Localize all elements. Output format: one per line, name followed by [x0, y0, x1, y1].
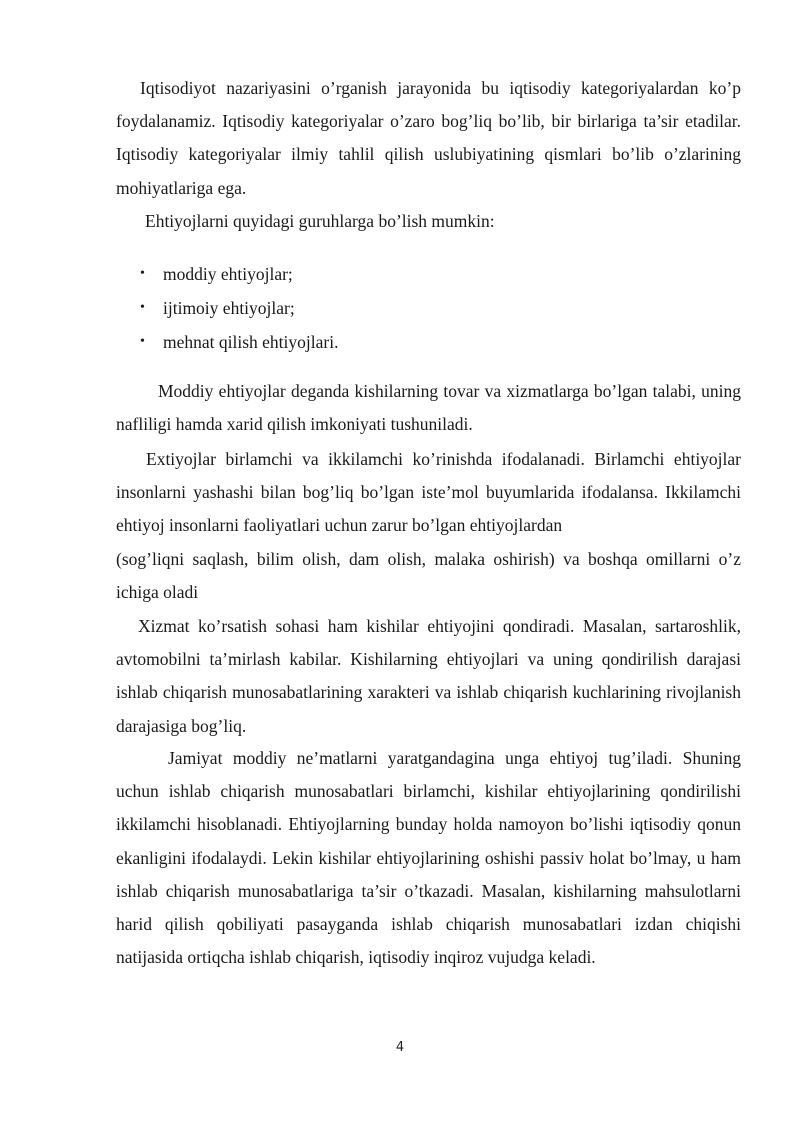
page-number: 4 — [395, 1040, 405, 1055]
paragraph-service-sector: Xizmat ko’rsatish sohasi ham kishilar ehtiyojini qondiradi. Masalan, sartaroshlik, avtomobilni ta’mirlash kabilar. Kishilarning ehtiyojlari va uning qondirilish darajasi ishlab chiqarish munosabatlarining xarakteri va ishlab chiqarish kuchlarining rivojlanish darajasiga bog’liq. — [116, 616, 741, 736]
list-item-text: ijtimoiy ehtiyojlar; — [163, 298, 295, 318]
bullet-icon: • — [140, 334, 145, 349]
list-item-text: mehnat qilish ehtiyojlari. — [163, 332, 339, 352]
bullet-icon: • — [140, 266, 145, 281]
list-item — [140, 325, 338, 359]
paragraph-economic-categories: Iqtisodiyot nazariyasini o’rganish jarayonida bu iqtisodiy kategoriyalardan ko’p foydalanamiz. Iqtisodiy kategoriyalar o’zaro bog’liq bo’lib, bir birlariga ta’sir etadilar. Iqtisodiy kategoriyalar ilmiy tahlil qilish uslubiyatining qismlari bo’lib o’zlarining mohiyatlariga ega. — [116, 78, 741, 198]
needs-list — [140, 257, 338, 359]
paragraph-society-needs: Jamiyat moddiy ne’matlarni yaratgandagina unga ehtiyoj tug’iladi. Shuning uchun ishlab chiqarish munosabatlari birlamchi, kishilar ehtiyojlarining qondirilishi ikkilamchi hisoblanadi. Ehtiyojlarning bunday holda namoyon bo’lishi iqtisodiy qonun ekanligini ifodalaydi. Lekin kishilar ehtiyojlarining oshishi passiv holat bo’lmay, u ham ishlab chiqarish munosabatlariga ta’sir o’tkazadi. Masalan, kishilarning mahsulotlarni harid qilish qobiliyati pasayganda ishlab chiqarish munosabatlari izdan chiqishi natijasida ortiqcha ishlab chiqarish, iqtisodiy inqiroz vujudga keladi. — [116, 748, 741, 968]
list-intro: Ehtiyojlarni quyidagi guruhlarga bo’lish mumkin: — [145, 211, 495, 231]
paragraph-material-needs: Moddiy ehtiyojlar deganda kishilarning tovar va xizmatlarga bo’lgan talabi, uning nafliligi hamda xarid qilish imkoniyati tushuniladi. — [116, 381, 741, 435]
list-item — [140, 291, 338, 325]
list-item-text: moddiy ehtiyojlar; — [163, 264, 293, 284]
paragraph-primary-secondary-needs-continued: (sog’liqni saqlash, bilim olish, dam olish, malaka oshirish) va boshqa omillarni o’z ichiga oladi — [116, 549, 741, 603]
list-item — [140, 257, 338, 291]
paragraph-primary-secondary-needs: Extiyojlar birlamchi va ikkilamchi ko’rinishda ifodalanadi. Birlamchi ehtiyojlar insonlarni yashashi bilan bog’liq bo’lgan iste’mol buyumlarida ifodalansa. Ikkilamchi ehtiyoj insonlarni faoliyatlari uchun zarur bo’lgan ehtiyojlardan — [116, 449, 741, 536]
bullet-icon: • — [140, 300, 145, 315]
